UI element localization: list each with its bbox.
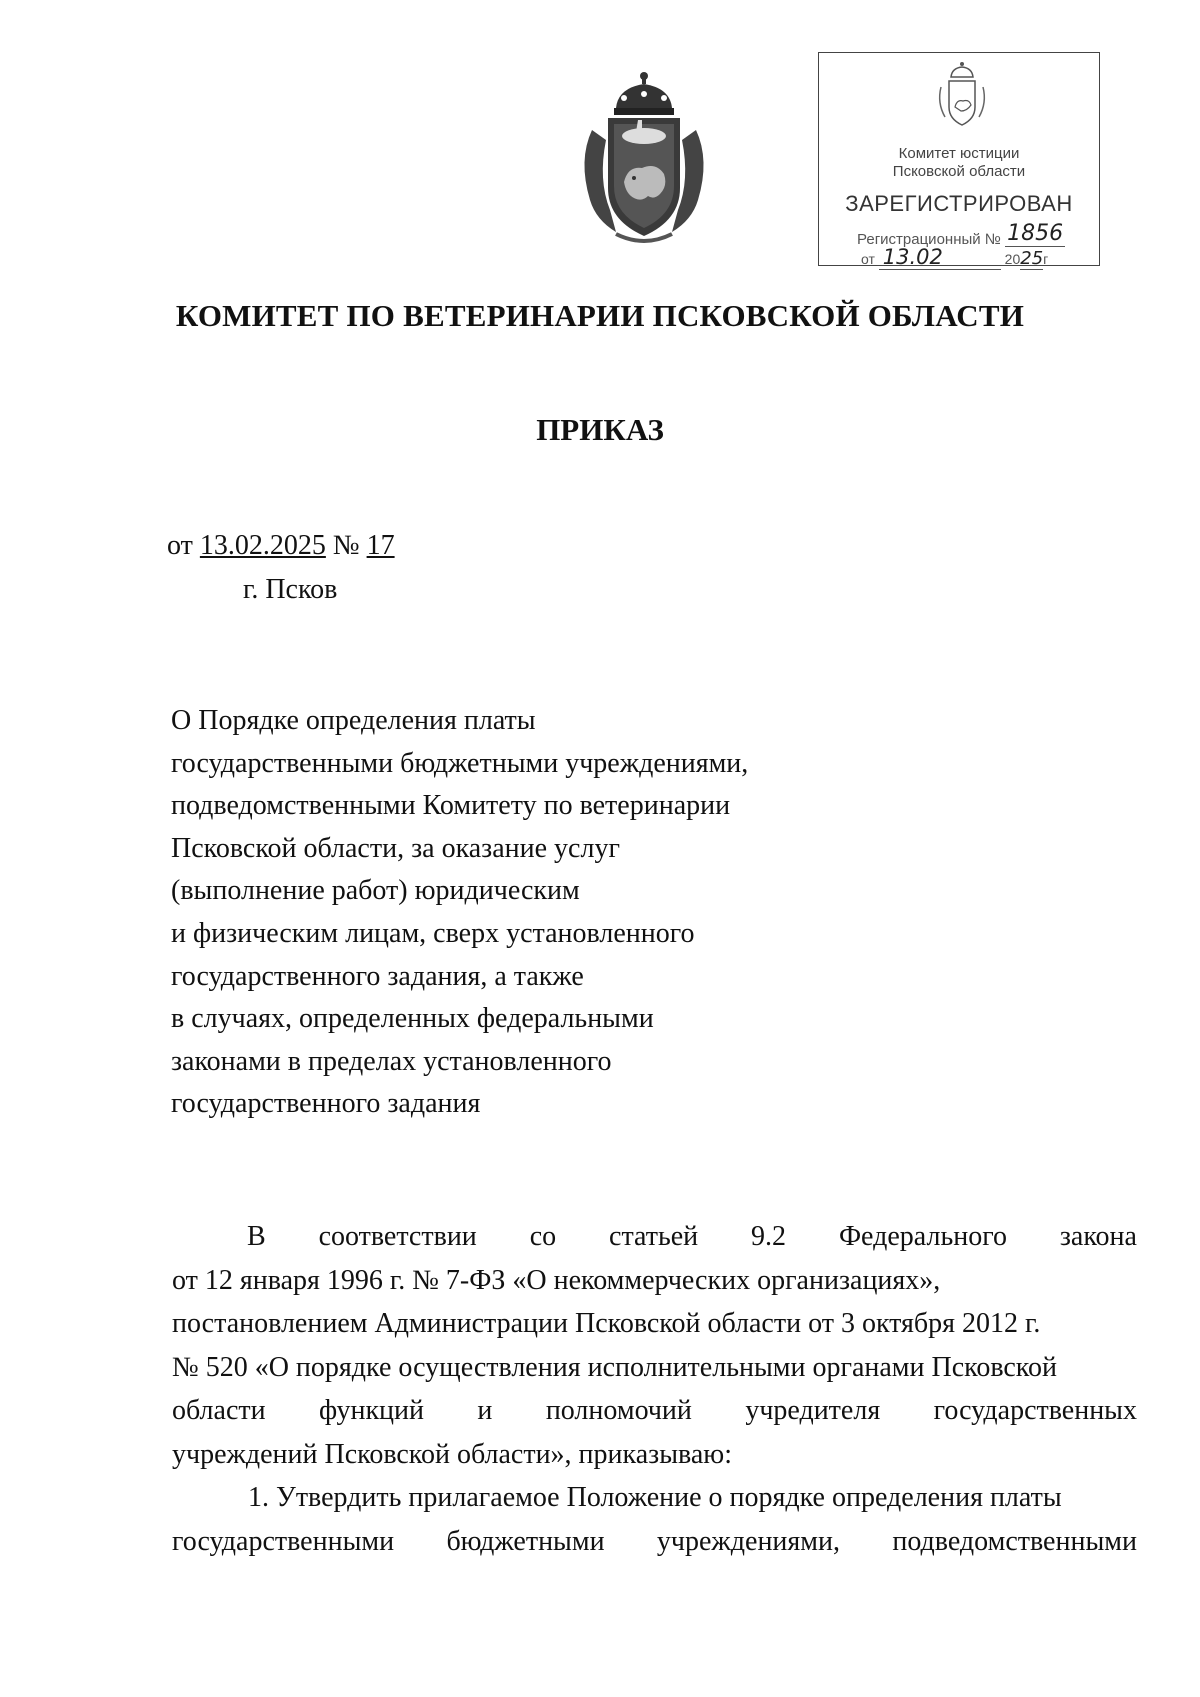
body-word: В [247,1221,266,1252]
body-line: 1. Утвердить прилагаемое Положение о порядке определения платы [248,1482,1062,1513]
body-word: Федерального [838,1221,1007,1252]
order-city: г. Псков [243,574,338,605]
title-line: О Порядке определения платы [171,705,536,736]
stamp-date-value: 13.02 [879,245,1001,270]
body-word: государственными [172,1525,395,1557]
body-word: 9.2 [751,1221,787,1252]
stamp-registered-label: ЗАРЕГИСТРИРОВАН [845,191,1073,216]
title-line: (выполнение работ) юридическим [171,875,580,907]
order-date-number [167,530,395,562]
title-line: подведомственными Комитету по ветеринарии [171,790,731,822]
body-line-justified [172,1215,1137,1259]
body-word: со [529,1221,557,1252]
title-line: и физическим лицам, сверх установленного [171,917,695,949]
title-line: государственного задания, а также [171,960,584,992]
stamp-registration-date-row [861,245,1048,270]
title-line: Псковской области, за оказание услуг [171,832,620,864]
title-line: законами в пределах установленного [171,1045,612,1077]
stamp-year-prefix: 20 [1004,251,1021,267]
order-number: 17 [366,530,395,561]
body-word: государственных [933,1395,1137,1426]
title-line: в случаях, определенных федеральными [171,1003,654,1035]
order-date: 13.02.2025 [199,530,326,561]
number-prefix: № [332,530,360,561]
stamp-coat-of-arms-icon [935,61,989,131]
body-word: функций [319,1395,425,1426]
stamp-reg-label: Регистрационный № [857,231,1001,248]
body-word: статьей [609,1221,699,1252]
body-word: учредителя [745,1395,881,1426]
order-subject-title [171,700,811,1126]
body-word: области [172,1395,266,1426]
body-line: № 520 «О порядке осуществления исполнительными органами Псковской [172,1351,1057,1383]
title-line: государственного задания [171,1088,481,1120]
body-word: полномочий [545,1395,692,1426]
body-line: постановлением Администрации Псковской области от 3 октября 2012 г. [172,1308,1041,1339]
stamp-authority-line2: Псковской области [892,163,1026,180]
stamp-reg-number: 1856 [1007,221,1064,246]
stamp-year-suffix: г [1043,251,1049,267]
pskov-coat-of-arms-emblem [576,70,712,248]
stamp-date-prefix: от [861,251,875,267]
stamp-authority-line1: Комитет юстиции [898,145,1020,162]
body-word: закона [1059,1221,1137,1252]
body-word: учреждениями, [656,1525,841,1557]
date-prefix: от [167,530,193,561]
body-line-justified [172,1389,1137,1433]
body-word: подведомственными [892,1525,1137,1557]
body-line: от 12 января 1996 г. № 7-ФЗ «О некоммерческих организациях», [172,1264,941,1296]
body-word: соответствии [318,1221,477,1252]
body-line: учреждений Псковской области», приказываю: [172,1438,732,1470]
body-word: и [477,1395,493,1426]
document-type-heading: ПРИКАЗ [536,412,664,447]
organization-title: КОМИТЕТ ПО ВЕТЕРИНАРИИ ПСКОВСКОЙ ОБЛАСТИ [175,298,1025,333]
registration-stamp [818,52,1100,269]
body-word: бюджетными [446,1525,605,1557]
title-line: государственными бюджетными учреждениями, [171,747,749,779]
stamp-year-value: 25 [1020,248,1044,269]
order-body-text [172,1215,1137,1563]
body-line-justified [172,1520,1137,1564]
